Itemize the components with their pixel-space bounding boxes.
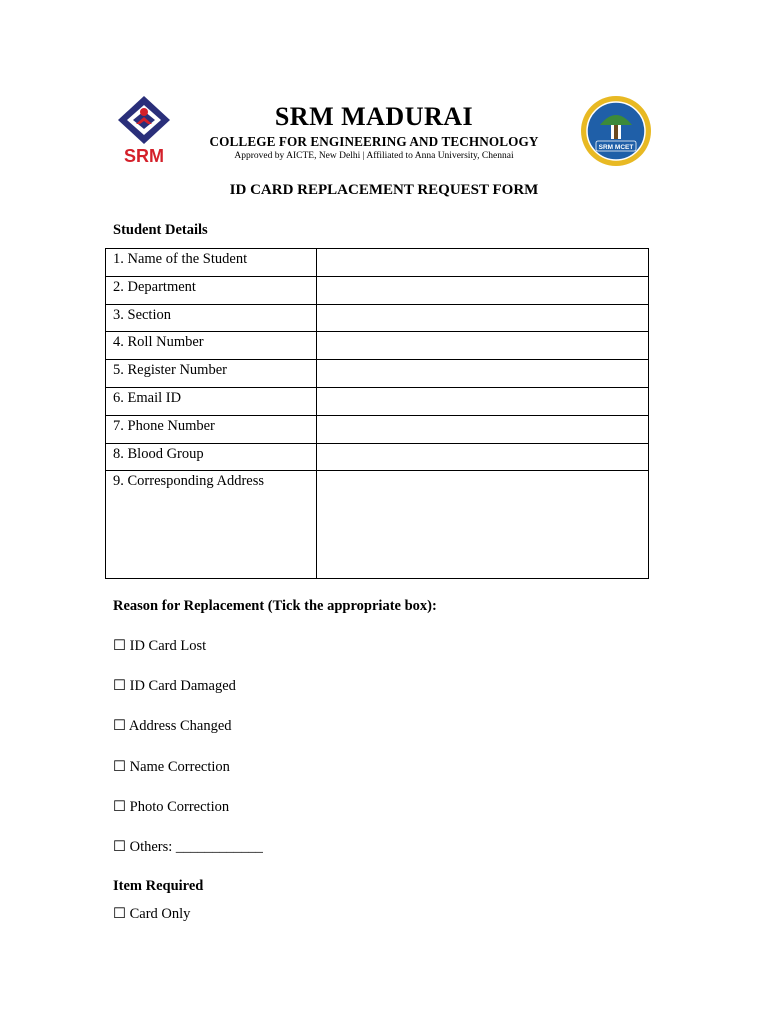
reason-heading: Reason for Replacement (Tick the appropriate box):: [113, 598, 437, 614]
row-label: 2. Department: [106, 276, 317, 304]
name-field[interactable]: [317, 249, 649, 277]
svg-text:SRM MCET: SRM MCET: [598, 144, 634, 151]
checkbox-others[interactable]: ☐ Others: ____________: [113, 839, 263, 855]
roll-number-field[interactable]: [317, 332, 649, 360]
row-label: 5. Register Number: [106, 360, 317, 388]
table-row: [106, 276, 649, 304]
table-row: [106, 360, 649, 388]
register-number-field[interactable]: [317, 360, 649, 388]
svg-text:SRM: SRM: [124, 146, 164, 166]
section-field[interactable]: [317, 304, 649, 332]
table-row: [106, 249, 649, 277]
srm-logo-icon: [114, 94, 174, 166]
row-label: 3. Section: [106, 304, 317, 332]
checkbox-id-card-lost[interactable]: ☐ ID Card Lost: [113, 638, 207, 654]
row-label: 7. Phone Number: [106, 415, 317, 443]
row-label: 1. Name of the Student: [106, 249, 317, 277]
row-label: 9. Corresponding Address: [106, 471, 317, 579]
student-details-heading: Student Details: [113, 222, 208, 238]
phone-number-field[interactable]: [317, 415, 649, 443]
checkbox-id-card-damaged[interactable]: ☐ ID Card Damaged: [113, 678, 236, 694]
student-details-table: [105, 248, 649, 579]
checkbox-name-correction[interactable]: ☐ Name Correction: [113, 759, 230, 775]
table-row: [106, 415, 649, 443]
row-label: 8. Blood Group: [106, 443, 317, 471]
checkbox-card-only[interactable]: ☐ Card Only: [113, 906, 191, 922]
email-field[interactable]: [317, 387, 649, 415]
table-row: [106, 387, 649, 415]
item-required-heading: Item Required: [113, 878, 204, 894]
department-field[interactable]: [317, 276, 649, 304]
table-row: [106, 443, 649, 471]
address-field[interactable]: [317, 471, 649, 579]
college-name: SRM MADURAI: [274, 102, 474, 131]
checkbox-photo-correction[interactable]: ☐ Photo Correction: [113, 799, 230, 815]
srm-mcet-seal-icon: [580, 95, 652, 167]
table-row: [106, 471, 649, 579]
college-approval: Approved by AICTE, New Delhi | Affiliated to Anna University, Chennai: [234, 151, 514, 161]
form-title: ID CARD REPLACEMENT REQUEST FORM: [229, 182, 539, 198]
row-label: 6. Email ID: [106, 387, 317, 415]
college-subtitle: COLLEGE FOR ENGINEERING AND TECHNOLOGY: [209, 134, 539, 149]
table-row: [106, 332, 649, 360]
checkbox-address-changed[interactable]: ☐ Address Changed: [113, 718, 232, 734]
letterhead: [0, 0, 768, 180]
blood-group-field[interactable]: [317, 443, 649, 471]
table-row: [106, 304, 649, 332]
row-label: 4. Roll Number: [106, 332, 317, 360]
